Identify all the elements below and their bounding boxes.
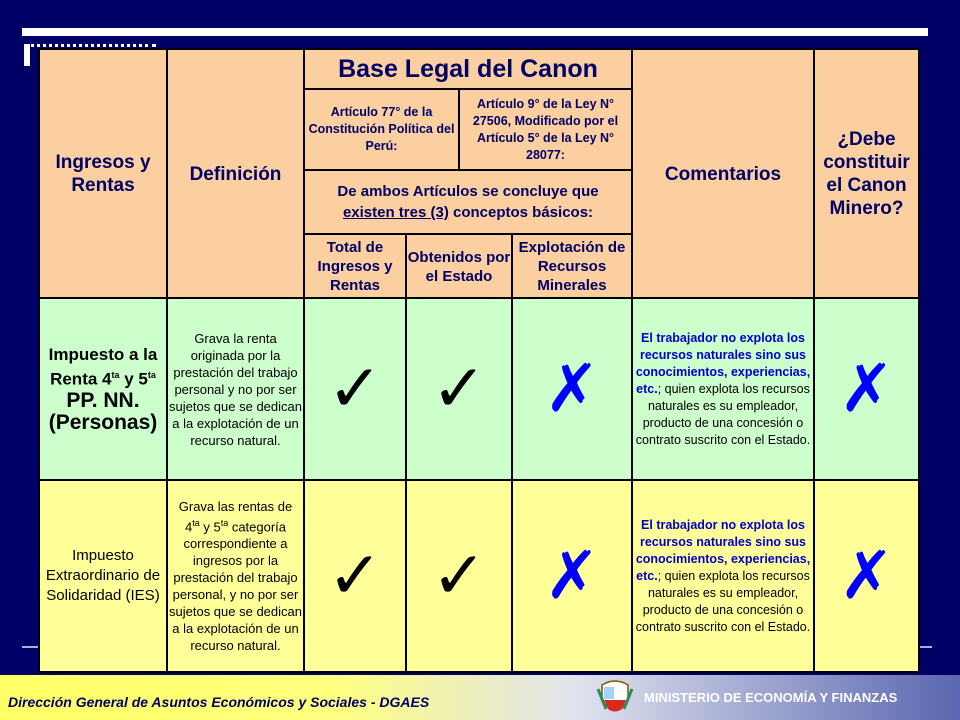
header-obtenidos (405, 233, 513, 300)
header-ingresos-text: Ingresos y Rentas (55, 152, 151, 196)
header-comentarios-text: Comentarios (664, 163, 782, 185)
cross-icon: ✗ (838, 350, 895, 427)
row2-label (38, 479, 168, 673)
header-definicion-text: Definición (189, 163, 282, 185)
row2-definicion-text: Grava las rentas de $4^{ta}$ y $5^{ta}$ categoría correspondiente a ingresos por la prestación del trabajo personal, y no por ser sujetos que se dedican a la explotación de un recurso natural. (169, 498, 302, 654)
check-icon: ✓ (327, 350, 383, 427)
header-explotacion (511, 233, 633, 300)
conclusion-text: De ambos Artículos se concluye que existen tres (3) conceptos básicos: (337, 183, 599, 221)
header-explotacion-text: Explotación de Recursos Minerales (518, 239, 626, 294)
row1-total-cell (303, 297, 407, 481)
decorative-bar (24, 44, 30, 66)
row2-label-text: Impuesto Extraordinario de Solidaridad (IES) (45, 547, 161, 604)
row1-definicion-text: Grava la renta originada por la prestación del trabajo personal y no por ser sujetos que se dedican a la explotación de un recurso natural. (169, 330, 302, 448)
row1-comentario-text: El trabajador no explota los recursos naturales sino sus conocimientos, experiencias, etc.; quien explota los recursos naturales es su empleador, producto de una concesión o contrato suscrito con el Estado. (635, 330, 811, 447)
top-white-bar (22, 28, 928, 36)
header-debe-constituir (813, 48, 920, 300)
check-icon: ✓ (431, 350, 487, 427)
peru-crest-icon (596, 679, 634, 717)
header-definicion (166, 48, 305, 300)
row2-total-cell (303, 479, 407, 673)
row2-explotacion-cell (511, 479, 633, 673)
row2-definicion (166, 479, 305, 673)
check-icon: ✓ (431, 537, 487, 614)
row2-comentario-text: El trabajador no explota los recursos naturales sino sus conocimientos, experiencias, etc.; quien explota los recursos naturales es su empleador, producto de una concesión o contrato suscrito con el Estado. (635, 517, 811, 634)
header-obtenidos-text: Obtenidos por el Estado (407, 248, 511, 285)
row1-label (38, 297, 168, 481)
header-total-text: Total de Ingresos y Rentas (317, 239, 393, 294)
row1-debe-cell (813, 297, 920, 481)
header-articulo-77 (303, 88, 460, 171)
header-conclusion (303, 169, 633, 235)
row1-comentario (631, 297, 815, 481)
header-base-legal (303, 48, 633, 90)
header-total (303, 233, 407, 300)
articulo-9-text: Artículo 9° de la Ley N° 27506, Modificado por el Artículo 5° de la Ley N° 28077: (472, 96, 619, 162)
header-articulo-9 (458, 88, 633, 171)
check-icon: ✓ (327, 537, 383, 614)
header-ingresos (38, 48, 168, 300)
row1-definicion (166, 297, 305, 481)
cross-icon: ✗ (544, 537, 600, 614)
header-comentarios (631, 48, 815, 300)
row2-obtenidos-cell (405, 479, 513, 673)
header-base-legal-text: Base Legal del Canon (338, 54, 598, 83)
row1-obtenidos-cell (405, 297, 513, 481)
footer-ministerio: MINISTERIO DE ECONOMÍA Y FINANZAS (644, 690, 898, 705)
cross-icon: ✗ (544, 350, 600, 427)
articulo-77-text: Artículo 77° de la Constitución Política del Perú: (308, 105, 455, 153)
row1-label-text: Impuesto a la Renta $4^{ta}$ y $5^{ta}$ PP. NN. (Personas) (48, 345, 158, 434)
row2-debe-cell (813, 479, 920, 673)
footer-dgaes: Dirección General de Asuntos Económicos y Sociales - DGAES (8, 694, 430, 710)
row2-comentario (631, 479, 815, 673)
header-debe-text: ¿Debe constituir el Canon Minero? (823, 129, 910, 219)
cross-icon: ✗ (838, 537, 895, 614)
row1-explotacion-cell (511, 297, 633, 481)
